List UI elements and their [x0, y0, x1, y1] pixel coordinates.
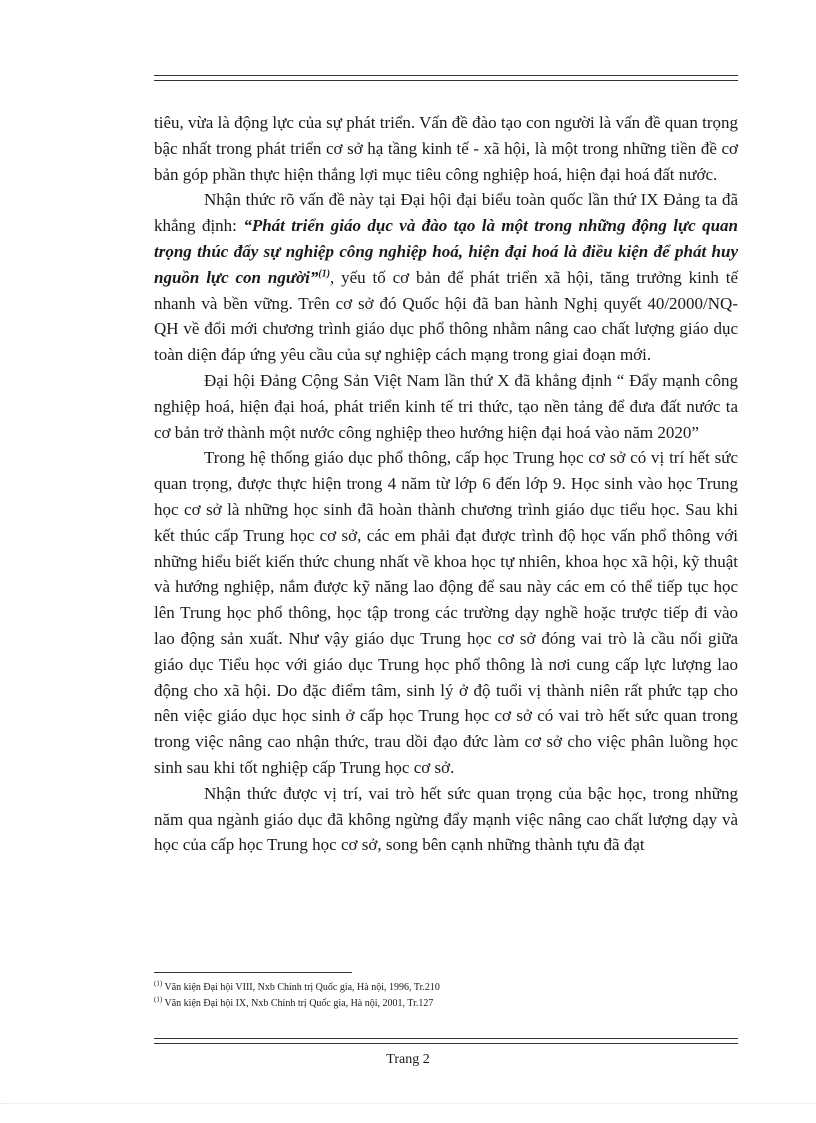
page-edge-dotted-line [0, 1103, 816, 1104]
footnote-reference[interactable]: (1) [318, 268, 331, 280]
paragraph-3: Đại hội Đảng Cộng Sản Việt Nam lần thứ X đã khẳng định “ Đẩy mạnh công nghiệp hoá, hiện đại hoá, phát triển kinh tế tri thức, tạo nền tảng để đưa đất nước ta cơ bản trở thành một nước công nghiệp theo hướng hiện đại hoá vào năm 2020” [154, 370, 738, 442]
footnote-item [154, 980, 738, 996]
page-number: Trang 2 [386, 1052, 430, 1067]
footer-double-rule [154, 1038, 738, 1044]
footnote-item [154, 996, 738, 1012]
page-body [154, 110, 738, 858]
paragraph-5: Nhận thức được vị trí, vai trò hết sức quan trọng của bậc học, trong những năm qua ngành giáo dục đã không ngừng đẩy mạnh việc nâng cao chất lượng dạy và học của cấp học Trung học cơ sở, song bên cạnh những thành tựu đã đạt [154, 783, 738, 855]
header-double-rule [154, 75, 738, 81]
paragraph-1: tiêu, vừa là động lực của sự phát triển. Vấn đề đào tạo con người là vấn đề quan trọng bậc nhất trong phát triển cơ sở hạ tầng kinh tế - xã hội, là một trong những tiền đề cơ bản góp phần thực hiện thắng lợi mục tiêu công nghiệp hoá, hiện đại hoá đất nước. [154, 113, 738, 184]
footnote-mark: (1) [154, 979, 163, 988]
paragraph-2-end: , yếu tố cơ bản để phát triển xã hội, tăng trưởng kinh tế nhanh và bền vững. Trên cơ sở đó Quốc hội đã ban hành Nghị quyết 40/2000/NQ-QH về đổi mới chương trình giáo dục phổ thông nhằm nâng cao chất lượng giáo dục toàn diện đáp ứng yêu cầu của sự nghiệp cách mạng trong giai đoạn mới. [154, 267, 738, 365]
footnote-text: Văn kiện Đại hội VIII, Nxb Chính trị Quốc gia, Hà nội, 1996, Tr.210 [164, 982, 440, 993]
paragraph-2-start: Nhận thức rõ vấn đề này tại Đại hội đại biểu toàn quốc lần thứ IX Đảng ta đã khẳng định: [154, 190, 738, 236]
paragraph-2 [154, 187, 738, 368]
footnote-text: Văn kiện Đại hội IX, Nxb Chính trị Quốc gia, Hà nội, 2001, Tr.127 [164, 998, 434, 1009]
footnote-separator [154, 972, 352, 973]
quote-emphasis: “Phát triển giáo dục và đào tạo là một trong những động lực quan trọng thúc đẩy sự nghiệp công nghiệp hoá, hiện đại hoá là điều kiện để phát huy nguồn lực con người” [154, 216, 738, 287]
footnotes [154, 980, 738, 1012]
footnote-mark: (1) [154, 995, 163, 1004]
paragraph-4: Trong hệ thống giáo dục phổ thông, cấp học Trung học cơ sở có vị trí hết sức quan trọng, được thực hiện trong 4 năm từ lớp 6 đến lớp 9. Học sinh vào học Trung học cơ sở là những học sinh đã hoàn thành chương trình giáo dục tiểu học. Sau khi kết thúc cấp Trung học cơ sở, các em phải đạt được trình độ học vấn phổ thông với những hiểu biết kiến thức chung nhất về khoa học tự nhiên, khoa học xã hội, kỹ thuật và hướng nghiệp, nắm được kỹ năng lao động để sau này các em có thể tiếp tục học lên Trung học phổ thông, học tập trong các trường dạy nghề hoặc trược tiếp đi vào lao động sản xuất. Như vậy giáo dục Trung học cơ sở đóng vai trò là cầu nối giữa giáo dục Tiểu học với giáo dục Trung học phổ thông là nơi cung cấp lực lượng lao động cho xã hội. Do đặc điểm tâm, sinh lý ở độ tuổi vị thành niên rất phức tạp cho nên việc giáo dục học sinh ở cấp học Trung học cơ sở có vai trò hết sức quan trong trong việc nâng cao nhận thức, trau dồi đạo đức làm cơ sở cho việc phân luồng học sinh sau khi tốt nghiệp cấp Trung học cơ sở. [154, 448, 738, 777]
